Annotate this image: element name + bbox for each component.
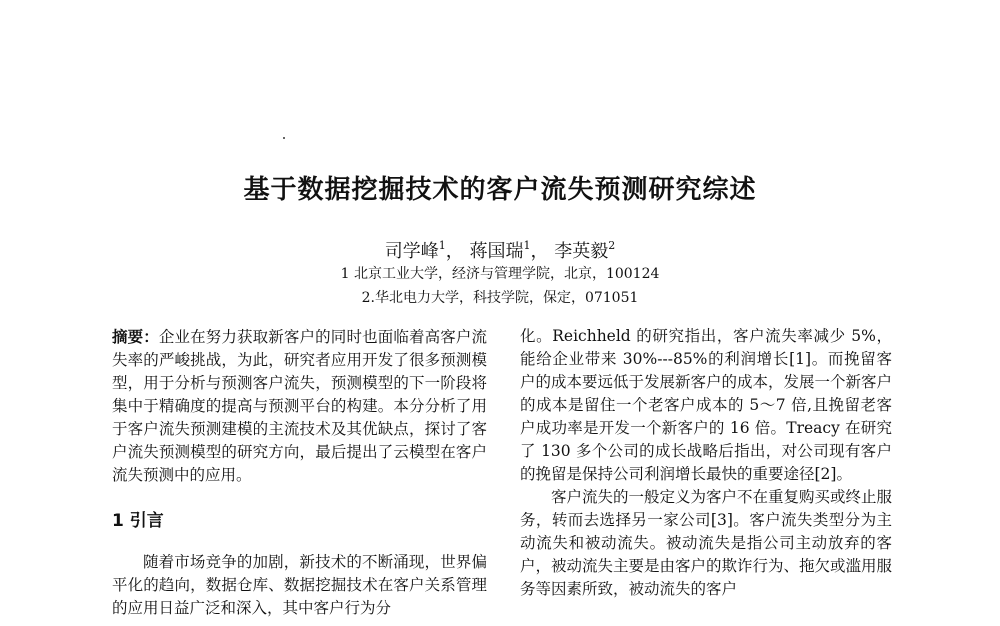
right-paragraph-2: 客户流失的一般定义为客户不在重复购买或终止服务，转而去选择另一家公司[3]。客户流失类型分为主动流失和被动流失。被动流失是指公司主动放弃的客户，被动流失主要是由客户的欺诈行为、拖欠或滥用服务等因素所致，被动流失的客户 <box>520 488 893 598</box>
author-name: 司学峰 <box>384 241 439 262</box>
author-line <box>0 232 1000 266</box>
abstract-text: 企业在努力获取新客户的同时也面临着高客户流失率的严峻挑战，为此，研究者应用开发了很多预测模型，用于分析与预测客户流失，预测模型的下一阶段将集中于精确度的提高与预测平台的构建。本分分析了用于客户流失预测建模的主流技术及其优缺点，探讨了客户流失预测模型的研究方向，最后提出了云模型在客户流失预测中的应用。 <box>112 328 487 484</box>
scan-speck <box>283 137 285 139</box>
paper-title: 基于数据挖掘技术的客户流失预测研究综述 <box>243 175 757 205</box>
author-name: 李英毅 <box>554 241 609 262</box>
author-name: 蒋国瑞 <box>469 241 524 262</box>
abstract-label: 摘要： <box>112 327 159 346</box>
affiliation-1: 1 北京工业大学，经济与管理学院，北京，100124 <box>340 266 660 282</box>
author-affil-mark: 1 <box>438 239 446 252</box>
author-affil-mark: 2 <box>608 239 616 252</box>
right-paragraph-1: 化。Reichheld 的研究指出，客户流失率减少 5%，能给企业带来 30%---85%的利润增长[1]。而挽留客户的成本要远低于发展新客户的成本，发展一个新客户的成本是留住一个老客户成本的 5～7 倍,且挽留老客户成功率是开发一个新客户的 16 倍。Treacy 在研究了 130 多个公司的成长战略后指出，对公司现有客户的挽留是保持公司利润增长最快的重要途径[2]。 <box>520 327 893 483</box>
intro-paragraph: 随着市场竞争的加剧，新技术的不断涌现，世界偏平化的趋向，数据仓库、数据挖掘技术在客户关系管理的应用日益广泛和深入，其中客户行为分 <box>112 553 487 617</box>
author-affil-mark: 1 <box>523 239 531 252</box>
right-column <box>520 325 892 601</box>
abstract-block <box>112 325 487 487</box>
section-heading-intro: 1 引言 <box>112 511 164 531</box>
author-separator: ， <box>530 241 549 262</box>
author-separator: ， <box>445 241 464 262</box>
affiliation-2: 2.华北电力大学，科技学院，保定，071051 <box>361 290 639 306</box>
